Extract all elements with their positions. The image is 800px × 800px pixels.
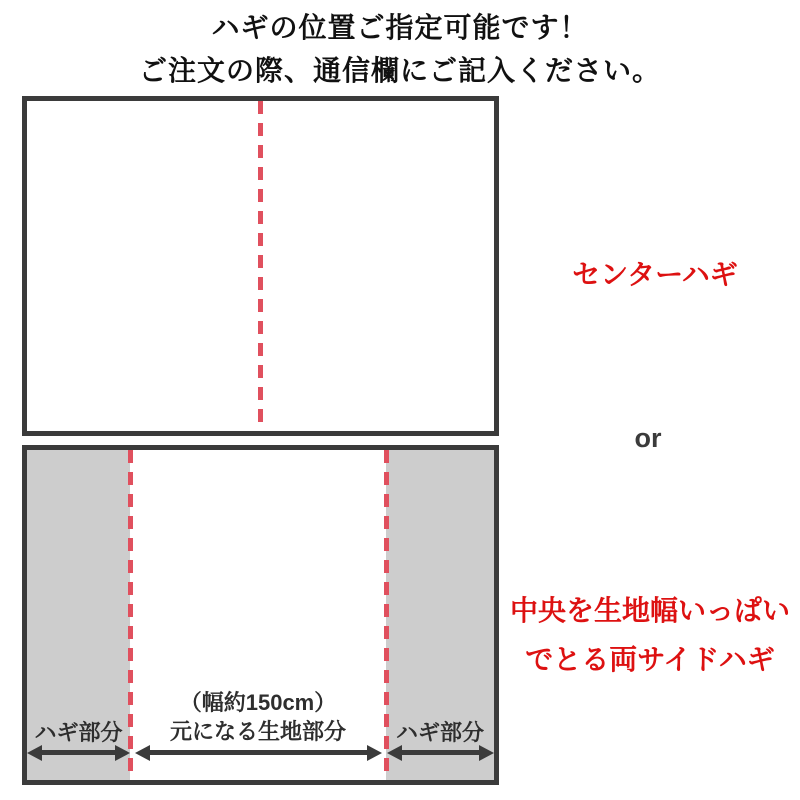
left-width-arrow-shaft: [37, 750, 120, 755]
right-width-arrow: [387, 745, 494, 761]
center-seam-dashed-line: [258, 101, 263, 431]
right-seam-section-label: ハギ部分: [395, 720, 484, 745]
center-width-arrow-shaft: [145, 750, 372, 755]
header-title-line2: ご注文の際、通信欄にご記入ください。: [138, 55, 661, 86]
center-fabric-section-label: [130, 688, 386, 746]
both-sides-seam-diagram: [22, 445, 499, 785]
base-fabric-label: 元になる生地部分: [169, 719, 346, 744]
center-seam-label: センターハギ: [572, 259, 738, 290]
both-sides-seam-label: [500, 586, 800, 684]
or-separator-label: or: [634, 423, 662, 453]
left-seam-section-label: ハギ部分: [34, 720, 123, 745]
center-seam-diagram: [22, 96, 499, 436]
left-width-arrow: [27, 745, 130, 761]
both-sides-seam-label-line2: でとる両サイドハギ: [525, 644, 775, 675]
center-width-arrow: [135, 745, 382, 761]
right-width-arrow-shaft: [397, 750, 484, 755]
both-sides-seam-label-line1: 中央を生地幅いっぱい: [509, 595, 790, 626]
header: [0, 6, 800, 92]
header-title-line1: ハギの位置ご指定可能です！: [211, 12, 589, 43]
fabric-width-note: （幅約150cm）: [179, 690, 337, 715]
